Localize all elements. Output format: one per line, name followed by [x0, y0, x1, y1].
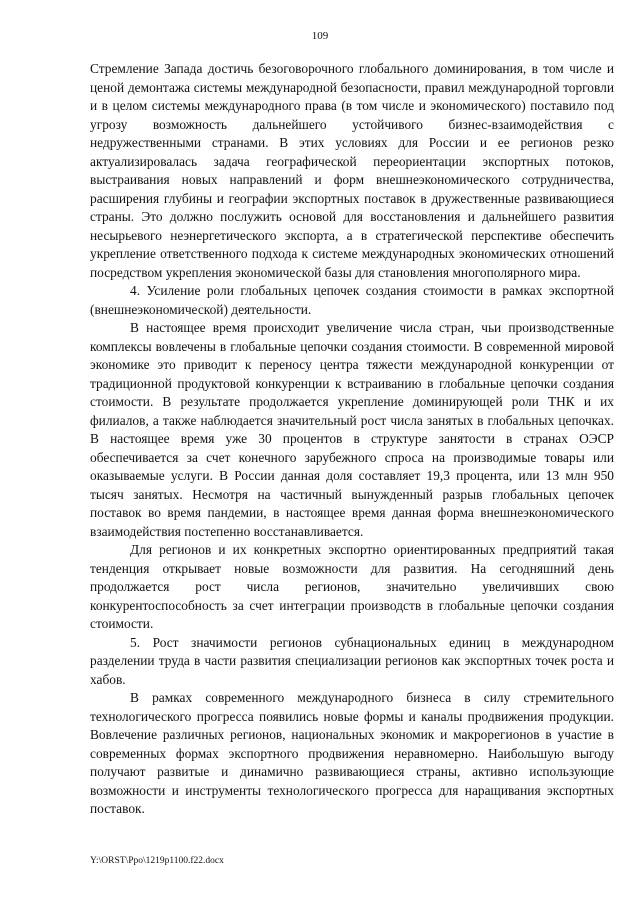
paragraph-regional-opportunities: Для регионов и их конкретных экспортно ориентированных предприятий такая тенденция открывает новые возможности для развития. На сегодняшний день продолжается рост числа регионов, значительно увеличивших свою конкурентоспособность за счет интеграции производств в глобальные цепочки создания стоимости.	[90, 542, 614, 631]
page-number: 109	[311, 30, 329, 42]
paragraph-new-forms-channels: В рамках современного международного бизнеса в силу стремительного технологического прогресса появились новые формы и каналы продвижения продукции. Вовлечение различных регионов, национальных экономик и макрорегионов в участие в современных формах экспортного продвижения неравномерно. Наибольшую выгоду получают развитые и динамично развивающиеся страны, активно использующие возможности и инструменты технологического прогресса для наращивания экспортных поставок.	[90, 690, 614, 816]
paragraph-global-value-chains: В настоящее время происходит увеличение числа стран, чьи производственные комплексы вовлечены в глобальные цепочки создания стоимости. В современной мировой экономике это приводит к переносу центра тяжести международной конкуренции от традиционной продуктовой конкуренции к встраиванию в глобальные цепочки создания стоимости. В результате продолжается укрепление доминирующей роли ТНК и их филиалов, а также наблюдается значительный рост числа занятых в глобальных цепочках. В настоящее время уже 30 процентов в структуре занятости в странах ОЭСР обеспечивается за счет конечного зарубежного спроса на производимые товары или оказываемые услуги. В России данная доля составляет 19,3 процента, или 13 млн 950 тысяч занятых. Несмотря на частичный вынужденный разрыв глобальных цепочек поставок во время пандемии, в настоящее время данная форма внешнеэкономического взаимодействия постепенно восстанавливается.	[90, 320, 614, 539]
paragraph-point-5-heading: 5. Рост значимости регионов субнациональных единиц в международном разделении труда в части развития специализации регионов как экспортных точек роста и хабов.	[90, 634, 614, 687]
paragraph-point-4-heading: 4. Усиление роли глобальных цепочек создания стоимости в рамках экспортной (внешнеэкономической) деятельности.	[90, 283, 614, 317]
paragraph-west-dominance: Стремление Запада достичь безоговорочного глобального доминирования, в том числе и ценой демонтажа системы международной безопасности, правил международной торговли и в целом системы международного права (в том числе и экономического) поставило под угрозу возможность дальнейшего устойчивого бизнес-взаимодействия с недружественными странами. В этих условиях для России и ее регионов резко актуализировалась задача географической переориентации экспортных потоков, выстраивания новых направлений и форм внешнеэкономического сотрудничества, расширения глубины и географии экспортных поставок в дружественные развивающиеся страны. Это должно послужить основой для восстановления и дальнейшего развития несырьевого неэнергетического экспорта, а в стратегической перспективе обеспечить укрепление ответственного подхода к системе международных экономических отношений посредством укрепления экономической базы для становления многополярного мира.	[90, 61, 614, 280]
file-path-footer: Y:\ORST\Ppo\1219p1100.f22.docx	[90, 856, 224, 866]
document-body	[90, 60, 614, 819]
